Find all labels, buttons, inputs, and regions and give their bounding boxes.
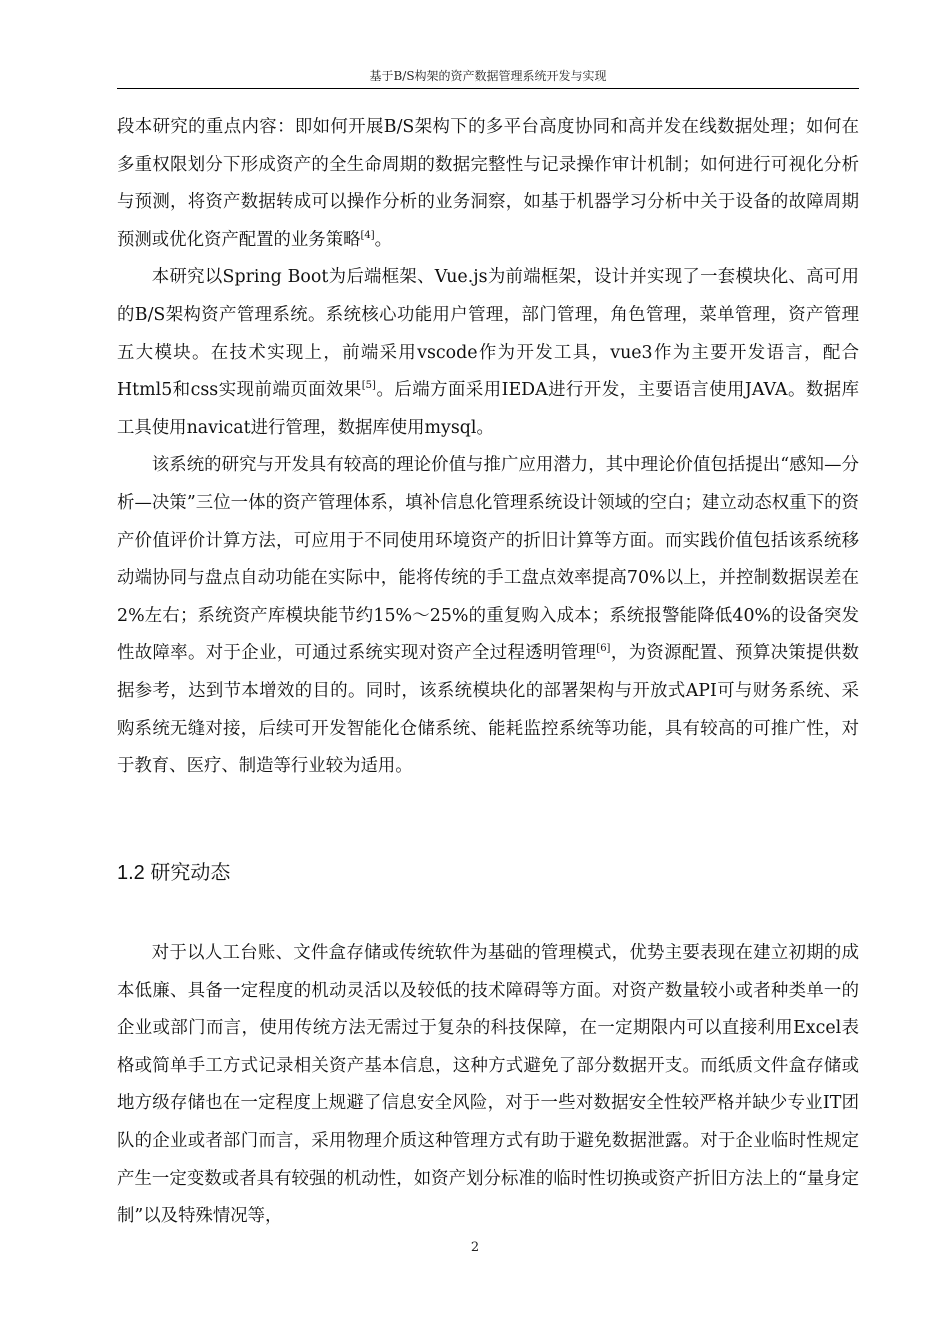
paragraph-1-text: 段本研究的重点内容：即如何开展B/S架构下的多平台高度协同和高并发在线数据处理；如何在多重权限划分下形成资产的全生命周期的数据完整性与记录操作审计机制；如何进行可视化分析与预测，将资产数据转成可以操作分析的业务洞察，如基于机器学习分析中关于设备的故障周期预测或优化资产配置的业务策略 bbox=[117, 117, 859, 250]
section-heading: 1.2 研究动态 bbox=[117, 862, 231, 884]
paragraph-2-end: 。后端方面采用IEDA进行开发，主要语言使用JAVA。数据库工具使用navicat进行管理，数据库使用mysql。 bbox=[117, 380, 859, 438]
research-trends-section bbox=[117, 935, 859, 1236]
citation-5: [5] bbox=[361, 380, 376, 392]
paragraph-2 bbox=[117, 259, 859, 447]
paragraph-1-end: 。 bbox=[374, 229, 393, 250]
paragraph-2-text: 本研究以Spring Boot为后端框架、Vue.js为前端框架，设计并实现了一套模块化、高可用的B/S架构资产管理系统。系统核心功能用户管理，部门管理，角色管理，菜单管理，资产管理五大模块。在技术实现上，前端采用vscode作为开发工具，vue3作为主要开发语言，配合Html5和css实现前端页面效果 bbox=[117, 267, 859, 401]
paragraph-3 bbox=[117, 447, 859, 785]
citation-4: [4] bbox=[360, 229, 375, 241]
page-number: 2 bbox=[470, 1240, 480, 1255]
running-header: 基于B/S构架的资产数据管理系统开发与实现 bbox=[369, 69, 607, 83]
intro-section bbox=[117, 109, 859, 786]
paragraph-4: 对于以人工台账、文件盒存储或传统软件为基础的管理模式，优势主要表现在建立初期的成本低廉、具备一定程度的机动灵活以及较低的技术障碍等方面。对资产数量较小或者种类单一的企业或部门而言，使用传统方法无需过于复杂的科技保障，在一定期限内可以直接利用Excel表格或简单手工方式记录相关资产基本信息，这种方式避免了部分数据开支。而纸质文件盒存储或地方级存储也在一定程度上规避了信息安全风险，对于一些对数据安全性较严格并缺少专业IT团队的企业或者部门而言，采用物理介质这种管理方式有助于避免数据泄露。对于企业临时性规定产生一定变数或者具有较强的机动性，如资产划分标准的临时性切换或资产折旧方法上的“量身定制”以及特殊情况等， bbox=[117, 943, 859, 1227]
paragraph-3-text: 该系统的研究与开发具有较高的理论价值与推广应用潜力，其中理论价值包括提出“感知—分析—决策”三位一体的资产管理体系，填补信息化管理系统设计领域的空白；建立动态权重下的资产价值评价计算方法，可应用于不同使用环境资产的折旧计算等方面。而实践价值包括该系统移动端协同与盘点自动功能在实际中，能将传统的手工盘点效率提高70%以上，并控制数据误差在2%左右；系统资产库模块能节约15%～25%的重复购入成本；系统报警能降低40%的设备突发性故障率。对于企业，可通过系统实现对资产全过程透明管理 bbox=[117, 455, 859, 664]
header-rule bbox=[117, 88, 859, 89]
citation-6: [6] bbox=[596, 643, 611, 655]
paragraph-1 bbox=[117, 109, 859, 259]
paragraph-3-end: ，为资源配置、预算决策提供数据参考，达到节本增效的目的。同时，该系统模块化的部署架构与开放式API可与财务系统、采购系统无缝对接，后续可开发智能化仓储系统、能耗监控系统等功能，具有较高的可推广性，对于教育、医疗、制造等行业较为适用。 bbox=[117, 643, 859, 777]
